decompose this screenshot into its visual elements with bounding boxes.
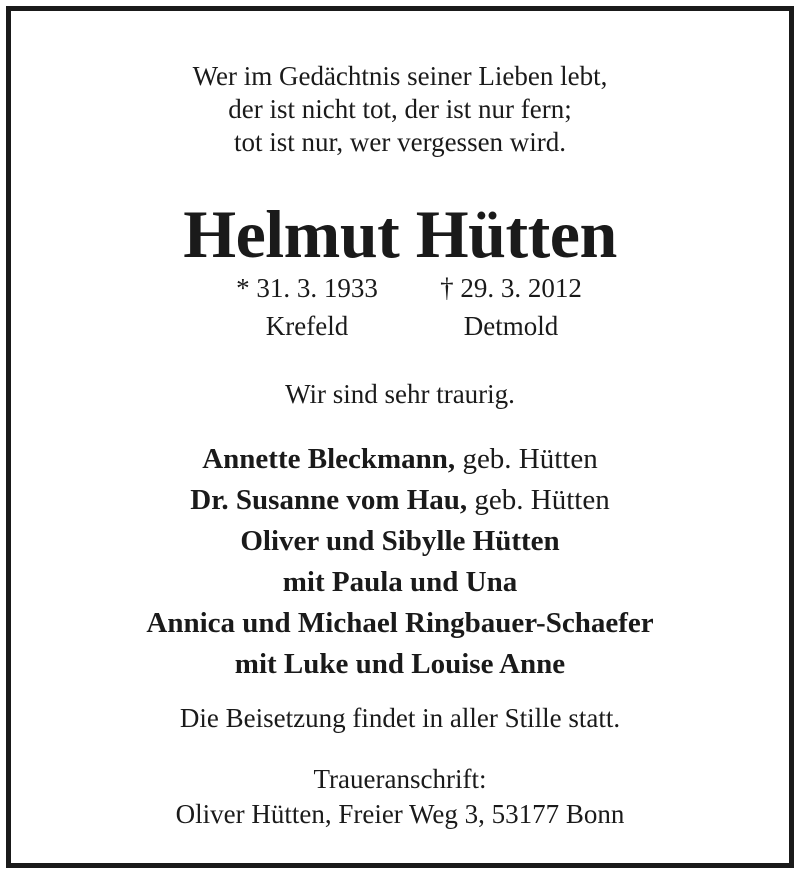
address-label: Traueranschrift: xyxy=(313,764,487,794)
family-name-3: Oliver und Sibylle Hütten xyxy=(240,525,560,557)
death-info xyxy=(421,269,601,345)
burial-note: Die Beisetzung findet in aller Stille statt. xyxy=(179,703,621,733)
deceased-name: Helmut Hütten xyxy=(183,196,617,272)
family-name-2: Dr. Susanne vom Hau, xyxy=(190,484,468,516)
motto-line-1: Wer im Gedächtnis seiner Lieben lebt, xyxy=(192,61,608,91)
family-line-1 xyxy=(11,440,789,479)
birth-info xyxy=(221,269,393,345)
family-name-1: Annette Bleckmann, xyxy=(202,443,456,475)
birth-place: Krefeld xyxy=(265,311,349,341)
obituary-frame xyxy=(6,6,794,868)
death-place: Detmold xyxy=(463,311,559,341)
life-dates xyxy=(11,269,789,349)
family-line-4 xyxy=(11,563,789,602)
mourning-statement: Wir sind sehr traurig. xyxy=(285,379,515,409)
motto-line-3: tot ist nur, wer vergessen wird. xyxy=(233,127,567,157)
birth-date: * 31. 3. 1933 xyxy=(236,273,378,303)
obituary-content xyxy=(11,11,789,863)
family-maiden-2: geb. Hütten xyxy=(467,484,610,516)
death-date: † 29. 3. 2012 xyxy=(440,273,582,303)
address-line: Oliver Hütten, Freier Weg 3, 53177 Bonn xyxy=(175,799,625,829)
family-line-6 xyxy=(11,645,789,684)
family-maiden-1: geb. Hütten xyxy=(455,443,598,475)
family-name-6: mit Luke und Louise Anne xyxy=(234,648,566,680)
motto-line-2: der ist nicht tot, der ist nur fern; xyxy=(228,94,572,124)
family-line-3 xyxy=(11,522,789,561)
family-name-5: Annica und Michael Ringbauer-Schaefer xyxy=(146,607,654,639)
family-name-4: mit Paula und Una xyxy=(282,566,518,598)
family-line-5 xyxy=(11,604,789,643)
family-line-2 xyxy=(11,481,789,520)
